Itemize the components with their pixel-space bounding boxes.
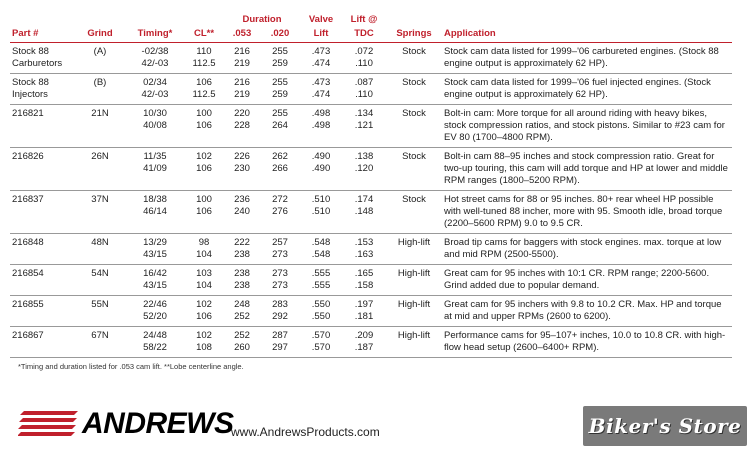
cell-valve-lift-line: .473 [311,77,331,88]
table-row [10,105,732,148]
cell-cl [184,191,224,234]
header-springs: Springs [386,28,442,43]
cell-timing-line: 58/22 [143,342,167,353]
cell-part [10,327,74,358]
header-lift-tdc-1: Lift @ [350,14,378,25]
cell-lift-tdc-line: .209 [354,330,374,341]
cell-cl [184,105,224,148]
cell-duration-020-line: 255 [272,77,288,88]
cell-duration-053-line: 252 [234,311,250,322]
cell-part-line: Stock 88 [12,77,49,88]
cell-application [442,234,732,265]
cell-springs-text: Stock [402,151,426,162]
cell-cl-line: 98 [198,237,210,248]
cell-springs [386,105,442,148]
cell-grind-text: 55N [91,299,109,310]
cell-valve-lift [300,105,342,148]
cam-spec-table [10,14,732,358]
cell-duration-020-line: 273 [272,249,288,260]
cell-valve-lift [300,234,342,265]
table-row [10,74,732,105]
cell-part-line: Carburetors [12,58,63,69]
cell-springs-text: Stock [402,194,426,205]
cell-valve-lift-line: .550 [311,299,331,310]
andrews-logo [18,408,234,440]
cell-cl-line: 106 [196,77,212,88]
cell-application-text: Stock cam data listed for 1999–'06 fuel injected engines. (Stock engine output is approximately 62 HP). [444,77,711,100]
cell-timing-line: 18/38 [143,194,167,205]
cell-duration-020-line: 273 [272,280,288,291]
cell-lift-tdc-line: .134 [354,108,374,119]
header-lift-tdc-2: TDC [342,28,386,43]
cell-timing [126,296,184,327]
cell-springs-text: Stock [402,77,426,88]
cell-application-text: Bolt-in cam 88–95 inches and stock compression ratio. Great for two-up touring, this cam will add torque and HP at lower and middle RPM ranges (1800–5200 RPM). [444,151,728,186]
cell-duration-020-line: 292 [272,311,288,322]
cell-timing [126,191,184,234]
header-application: Application [442,28,732,43]
cell-grind-text: (A) [93,46,107,57]
cell-duration-053-line: 230 [234,163,250,174]
cell-part-line: 216854 [12,268,44,279]
cell-duration-020-line: 255 [272,46,288,57]
cell-valve-lift-line: .490 [311,163,331,174]
cell-application [442,265,732,296]
cell-part-line: 216826 [12,151,44,162]
cell-application-text: Great cam for 95 inchers with 9.8 to 10.2 CR. Max. HP and torque at mid and upper RPMs (2600 to 6200). [444,299,722,322]
cell-timing-line: 52/20 [143,311,167,322]
cell-springs [386,74,442,105]
cell-cl-line: 102 [196,330,212,341]
header-timing: Timing* [126,28,184,43]
header-duration: Duration [242,14,282,25]
cell-grind-text: 67N [91,330,109,341]
cell-duration-020-line: 262 [272,151,288,162]
cell-grind-text: 21N [91,108,109,119]
cell-cl-line: 112.5 [192,58,216,69]
cell-grind-text: 37N [91,194,109,205]
cell-valve-lift-line: .570 [311,342,331,353]
cell-duration-053-line: 216 [234,46,250,57]
cell-cl-line: 104 [196,280,212,291]
cell-duration-020 [260,148,300,191]
website-link[interactable]: www.AndrewsProducts.com [231,425,380,439]
cell-lift-tdc [342,234,386,265]
cell-springs [386,148,442,191]
cell-cl-line: 106 [196,206,212,217]
table-row [10,234,732,265]
cell-timing [126,234,184,265]
cell-duration-053 [224,148,260,191]
cell-duration-020-line: 272 [272,194,288,205]
cell-valve-lift [300,43,342,74]
cell-valve-lift [300,265,342,296]
cell-duration-053-line: 240 [234,206,250,217]
cell-application-text: Performance cams for 95–107+ inches, 10.0 to 10.8 CR. with high-flow head setup (2600–6400+ RPM). [444,330,726,353]
cell-duration-053 [224,296,260,327]
cell-lift-tdc-line: .163 [354,249,374,260]
andrews-stripes-icon [18,411,78,437]
cell-springs-text: High-lift [397,237,431,248]
cell-duration-053-line: 226 [234,151,250,162]
cell-duration-053 [224,105,260,148]
cell-timing-line: 02/34 [143,77,167,88]
cell-application [442,43,732,74]
cell-timing [126,327,184,358]
header-duration-053: .053 [224,28,260,43]
cell-lift-tdc-line: .153 [354,237,374,248]
cell-application [442,191,732,234]
cell-lift-tdc-line: .121 [354,120,374,131]
table-row [10,191,732,234]
header-cl: CL** [184,28,224,43]
cell-duration-020 [260,191,300,234]
cell-grind [74,234,126,265]
cell-duration-020-line: 276 [272,206,288,217]
cell-part [10,43,74,74]
cell-lift-tdc-line: .072 [354,46,374,57]
cell-cl-line: 102 [196,299,212,310]
cell-timing-line: 43/15 [143,249,167,260]
cell-timing-line: 43/15 [143,280,167,291]
cell-application [442,105,732,148]
cell-lift-tdc-line: .174 [354,194,374,205]
cell-lift-tdc [342,105,386,148]
cell-duration-053 [224,43,260,74]
cell-duration-053-line: 228 [234,120,250,131]
cell-duration-053-line: 248 [234,299,250,310]
cell-valve-lift-line: .510 [311,206,331,217]
header-valve-lift-2: Lift [300,28,342,43]
cell-grind [74,74,126,105]
cell-duration-020-line: 259 [272,89,288,100]
cell-lift-tdc-line: .158 [354,280,374,291]
cell-lift-tdc [342,296,386,327]
cell-duration-020-line: 283 [272,299,288,310]
footnote: *Timing and duration listed for .053 cam lift. **Lobe centerline angle. [18,362,244,371]
cell-springs [386,43,442,74]
cell-lift-tdc [342,191,386,234]
cell-lift-tdc-line: .181 [354,311,374,322]
cell-valve-lift-line: .473 [311,46,331,57]
table-row [10,265,732,296]
cell-grind [74,105,126,148]
cell-timing-line: 24/48 [143,330,167,341]
cell-grind [74,191,126,234]
cell-grind-text: 48N [91,237,109,248]
cell-duration-053-line: 260 [234,342,250,353]
cell-valve-lift-line: .498 [311,120,331,131]
header-valve-lift-1: Valve [308,14,334,25]
cell-duration-020 [260,265,300,296]
cell-valve-lift-line: .510 [311,194,331,205]
cell-lift-tdc-line: .087 [354,77,374,88]
cell-timing [126,148,184,191]
cell-duration-053 [224,327,260,358]
cell-springs-text: High-lift [397,268,431,279]
cell-springs-text: Stock [402,46,426,57]
cell-grind-text: 26N [91,151,109,162]
cell-cl-line: 100 [196,108,212,119]
cell-springs [386,296,442,327]
cell-lift-tdc [342,43,386,74]
cell-grind [74,265,126,296]
cell-timing-line: 11/35 [143,151,167,162]
store-wordmark: Biker's Store [588,414,742,438]
cell-cl-line: 108 [196,342,212,353]
cell-cl-line: 104 [196,249,212,260]
cell-part [10,296,74,327]
cell-part [10,234,74,265]
cell-springs [386,265,442,296]
cam-spec-table-container [10,14,732,358]
cell-application [442,148,732,191]
cell-timing-line: 13/29 [143,237,167,248]
cell-valve-lift-line: .548 [311,237,331,248]
store-logo [583,406,747,446]
cell-valve-lift [300,148,342,191]
cell-duration-053-line: 219 [234,58,250,69]
cell-valve-lift [300,191,342,234]
cell-springs [386,191,442,234]
cell-timing-line: 40/08 [143,120,167,131]
cell-lift-tdc [342,148,386,191]
header-grind: Grind [74,28,126,43]
cell-lift-tdc [342,74,386,105]
cell-cl-line: 103 [196,268,212,279]
cell-part [10,148,74,191]
cell-duration-020-line: 297 [272,342,288,353]
cell-cl [184,327,224,358]
cell-springs-text: High-lift [397,299,431,310]
cell-springs-text: High-lift [397,330,431,341]
cell-duration-020-line: 287 [272,330,288,341]
cell-part [10,191,74,234]
cell-part [10,74,74,105]
cell-lift-tdc-line: .197 [354,299,374,310]
cell-part-line: 216855 [12,299,44,310]
cell-application [442,296,732,327]
cell-duration-020-line: 266 [272,163,288,174]
cell-timing-line: 46/14 [143,206,167,217]
cell-valve-lift-line: .474 [311,89,331,100]
cell-duration-020 [260,105,300,148]
cell-cl-line: 100 [196,194,212,205]
cell-cl [184,43,224,74]
cell-part-line: 216821 [12,108,44,119]
cell-duration-020 [260,74,300,105]
cell-timing [126,74,184,105]
cell-springs-text: Stock [402,108,426,119]
cell-cl-line: 102 [196,151,212,162]
cell-lift-tdc-line: .120 [354,163,374,174]
cell-lift-tdc-line: .165 [354,268,374,279]
table-row [10,43,732,74]
cell-timing-line: 41/09 [143,163,167,174]
cell-duration-053 [224,74,260,105]
cell-duration-053 [224,265,260,296]
cell-application [442,74,732,105]
cell-duration-020-line: 255 [272,108,288,119]
cell-part-line: 216837 [12,194,44,205]
cell-application-text: Broad tip cams for baggers with stock engines. max. torque at low and mid RPM (2500-5500). [444,237,722,260]
cell-valve-lift-line: .555 [311,268,331,279]
cell-lift-tdc-line: .187 [354,342,374,353]
cell-application [442,327,732,358]
cell-duration-053 [224,191,260,234]
logo-wordmark: ANDREWS [82,407,234,440]
cell-valve-lift [300,74,342,105]
cell-cl [184,296,224,327]
cell-part [10,265,74,296]
cell-valve-lift-line: .555 [311,280,331,291]
cell-duration-053-line: 252 [234,330,250,341]
cell-grind [74,296,126,327]
cell-timing-line: 42/-03 [141,89,169,100]
cell-duration-053-line: 216 [234,77,250,88]
cell-valve-lift-line: .570 [311,330,331,341]
cell-lift-tdc-line: .148 [354,206,374,217]
cell-duration-020-line: 257 [272,237,288,248]
cell-cl [184,265,224,296]
cell-duration-053-line: 238 [234,280,250,291]
cell-timing-line: 16/42 [143,268,167,279]
cell-duration-020-line: 264 [272,120,288,131]
cell-valve-lift [300,327,342,358]
cell-valve-lift-line: .550 [311,311,331,322]
cell-part-line: 216848 [12,237,44,248]
cell-timing-line: 10/30 [143,108,167,119]
cell-cl-line: 110 [196,46,212,57]
cell-springs [386,234,442,265]
table-row [10,296,732,327]
cell-duration-053-line: 219 [234,89,250,100]
cell-timing [126,265,184,296]
cell-cl-line: 112.5 [192,89,216,100]
cell-springs [386,327,442,358]
cell-timing-line: -02/38 [141,46,169,57]
cell-valve-lift [300,296,342,327]
cell-cl [184,234,224,265]
cell-duration-020-line: 259 [272,58,288,69]
cell-part-line: Injectors [12,89,48,100]
cell-duration-020 [260,296,300,327]
cell-valve-lift-line: .474 [311,58,331,69]
cell-lift-tdc-line: .138 [354,151,374,162]
cell-duration-053-line: 222 [234,237,250,248]
cell-lift-tdc [342,327,386,358]
cell-application-text: Bolt-in cam: More torque for all around riding with heavy bikes, stock compression ratios, and stock pistons. Similar to #23 cam for EV 80 (1700–4800 RPM). [444,108,725,143]
cell-duration-020 [260,327,300,358]
cell-valve-lift-line: .490 [311,151,331,162]
cell-grind-text: 54N [91,268,109,279]
cell-valve-lift-line: .498 [311,108,331,119]
cell-timing-line: 42/-03 [141,58,169,69]
header-duration-020: .020 [260,28,300,43]
cell-grind [74,43,126,74]
cell-application-text: Stock cam data listed for 1999–'06 carbureted engines. (Stock 88 engine output is approximately 62 HP). [444,46,719,69]
cell-timing [126,105,184,148]
cell-cl [184,148,224,191]
cell-valve-lift-line: .548 [311,249,331,260]
cell-application-text: Great cam for 95 inches with 10:1 CR. RPM range; 2200-5600. Grind added due to popular demand. [444,268,710,291]
cell-application-text: Hot street cams for 88 or 95 inches. 80+ rear wheel HP possible with well-tuned 88 incher, more with 95. Smooth idle, broad torque (2200–5600 RPM) 9.0 to 9.5 CR. [444,194,723,229]
cell-lift-tdc [342,265,386,296]
cell-grind [74,327,126,358]
table-row [10,148,732,191]
cell-cl-line: 106 [196,163,212,174]
cell-duration-053-line: 220 [234,108,250,119]
cell-lift-tdc-line: .110 [355,89,373,100]
cell-lift-tdc-line: .110 [355,58,373,69]
cell-part-line: 216867 [12,330,44,341]
cell-grind-text: (B) [93,77,107,88]
cell-duration-053-line: 236 [234,194,250,205]
cell-duration-020 [260,234,300,265]
cell-cl [184,74,224,105]
cell-duration-053 [224,234,260,265]
cell-timing [126,43,184,74]
cell-cl-line: 106 [196,120,212,131]
header-part: Part # [10,28,74,43]
cell-duration-020 [260,43,300,74]
cell-duration-020-line: 273 [272,268,288,279]
table-row [10,327,732,358]
cell-cl-line: 106 [196,311,212,322]
cell-duration-053-line: 238 [234,268,250,279]
cell-part-line: Stock 88 [12,46,49,57]
cell-duration-053-line: 238 [234,249,250,260]
cell-part [10,105,74,148]
cell-timing-line: 22/46 [143,299,167,310]
cell-grind [74,148,126,191]
